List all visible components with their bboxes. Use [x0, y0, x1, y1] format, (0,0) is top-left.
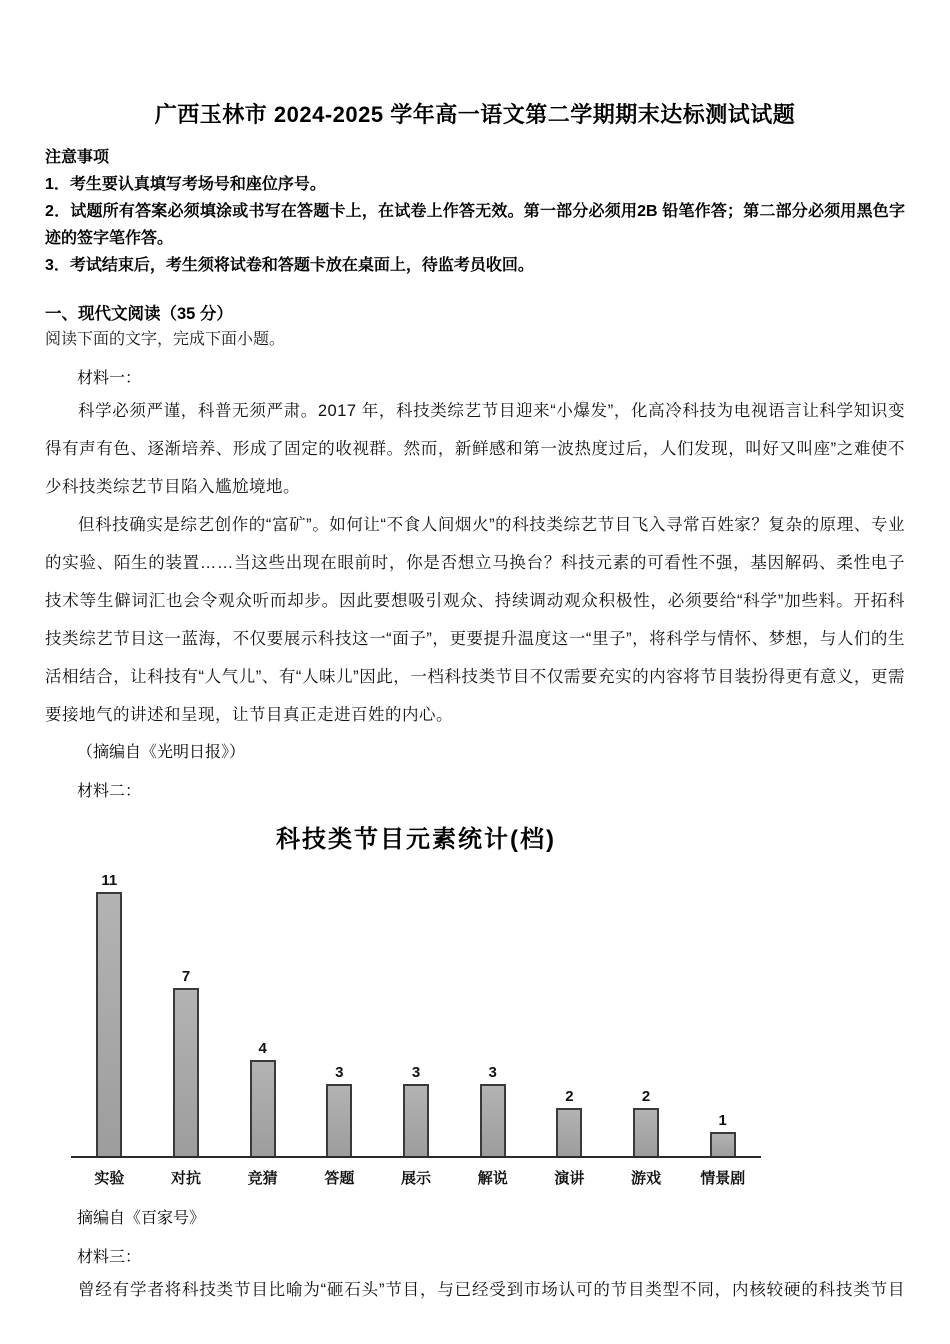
material1-label: 材料一：: [77, 370, 142, 387]
notice-section: [45, 145, 905, 279]
section-heading: 一、现代文阅读（35 分）: [45, 305, 233, 323]
chart-title: 科技类节目元素统计(档): [276, 826, 556, 853]
material2-label: 材料二：: [77, 783, 142, 800]
bar-category-label: 演讲: [554, 1170, 585, 1187]
bar-value-label: 3: [335, 1064, 344, 1081]
notice-item-2: 2．试题所有答案必须填涂或书写在答题卡上，在试卷上作答无效。第一部分必须用2B 铅笔作答；第二部分必须用黑色字迹的签字笔作答。: [45, 203, 905, 247]
bar: [96, 892, 122, 1156]
bar-category-label: 答题: [324, 1170, 355, 1187]
bar-chart: [71, 819, 761, 1188]
bar: [556, 1108, 582, 1156]
bar-category-label: 情景剧: [700, 1170, 746, 1187]
bar-group: [378, 1064, 455, 1156]
material1-source: （摘编自《光明日报》）: [77, 744, 246, 761]
bar-group: [148, 968, 225, 1156]
bar: [326, 1084, 352, 1156]
bar-value-label: 2: [641, 1088, 651, 1105]
bar-group: [301, 1064, 378, 1156]
bar-value-label: 4: [258, 1040, 267, 1057]
bar-category-label: 展示: [401, 1170, 432, 1187]
bar-category-label: 竞猜: [247, 1170, 278, 1187]
bar-group: [531, 1088, 608, 1156]
bar-group: [454, 1064, 531, 1156]
bar: [633, 1108, 659, 1156]
page-title: 广西玉林市 2024-2025 学年高一语文第二学期期末达标测试试题: [154, 102, 796, 127]
bar-group: [71, 872, 148, 1156]
bar-category-label: 实验: [94, 1170, 125, 1187]
bar-group: [684, 1112, 761, 1156]
bar: [710, 1132, 736, 1156]
bar-value-label: 7: [181, 968, 191, 985]
material2-source: 摘编自《百家号》: [77, 1210, 206, 1227]
material3-label: 材料三：: [77, 1249, 142, 1266]
bar-category-label: 解说: [477, 1170, 508, 1187]
bar: [173, 988, 199, 1156]
bar: [403, 1084, 429, 1156]
bar-value-label: 3: [488, 1064, 497, 1081]
bar-value-label: 11: [101, 872, 118, 889]
notice-heading: 注意事项: [45, 149, 110, 166]
bar-value-label: 3: [411, 1064, 421, 1081]
bar: [250, 1060, 276, 1156]
material1-paragraph-1: 科学必须严谨，科普无须严肃。2017 年，科技类综艺节目迎来“小爆发”，化高冷科技为电视语言让科学知识变得有声有色、逐渐培养、形成了固定的收视群。然而，新鲜感和第一波热度过后，人们发现，叫好又叫座”之难使不少科技类综艺节目陷入尴尬境地。: [45, 402, 905, 496]
chart-category-labels: [71, 1167, 761, 1188]
bar-group: [608, 1088, 685, 1156]
bar-category-label: 对抗: [171, 1170, 202, 1187]
bar: [480, 1084, 506, 1156]
bar-value-label: 1: [718, 1112, 727, 1129]
section-intro: 阅读下面的文字，完成下面小题。: [45, 331, 286, 348]
material3-paragraph: 曾经有学者将科技类节目比喻为“砸石头”节目，与已经受到市场认可的节目类型不同，内核较硬的科技类节目: [78, 1281, 905, 1299]
material1-paragraph-2: 但科技确实是综艺创作的“富矿”。如何让“不食人间烟火”的科技类综艺节目飞入寻常百姓家？复杂的原理、专业的实验、陌生的装置……当这些出现在眼前时，你是否想立马换台？科技元素的可看性不强，基因解码、柔性电子技术等生僻词汇也会令观众听而却步。因此要想吸引观众、持续调动观众积极性，必须要给“科学”加些料。开拓科技类综艺节目这一蓝海，不仅要展示科技这一“面子”，更要提升温度这一“里子”，将科学与情怀、梦想，与人们的生活相结合，让科技有“人气儿”、有“人味儿”因此，一档科技类节目不仅需要充实的内容将节目装扮得更有意义，更需要接地气的讲述和呈现，让节目真正走进百姓的内心。: [45, 516, 905, 724]
notice-item-3: 3．考试结束后，考生须将试卷和答题卡放在桌面上，待监考员收回。: [45, 257, 534, 274]
bar-group: [224, 1040, 301, 1156]
bar-category-label: 游戏: [631, 1170, 662, 1187]
chart-plot-area: [71, 858, 761, 1158]
notice-item-1: 1．考生要认真填写考场号和座位序号。: [45, 176, 326, 193]
bar-value-label: 2: [565, 1088, 574, 1105]
